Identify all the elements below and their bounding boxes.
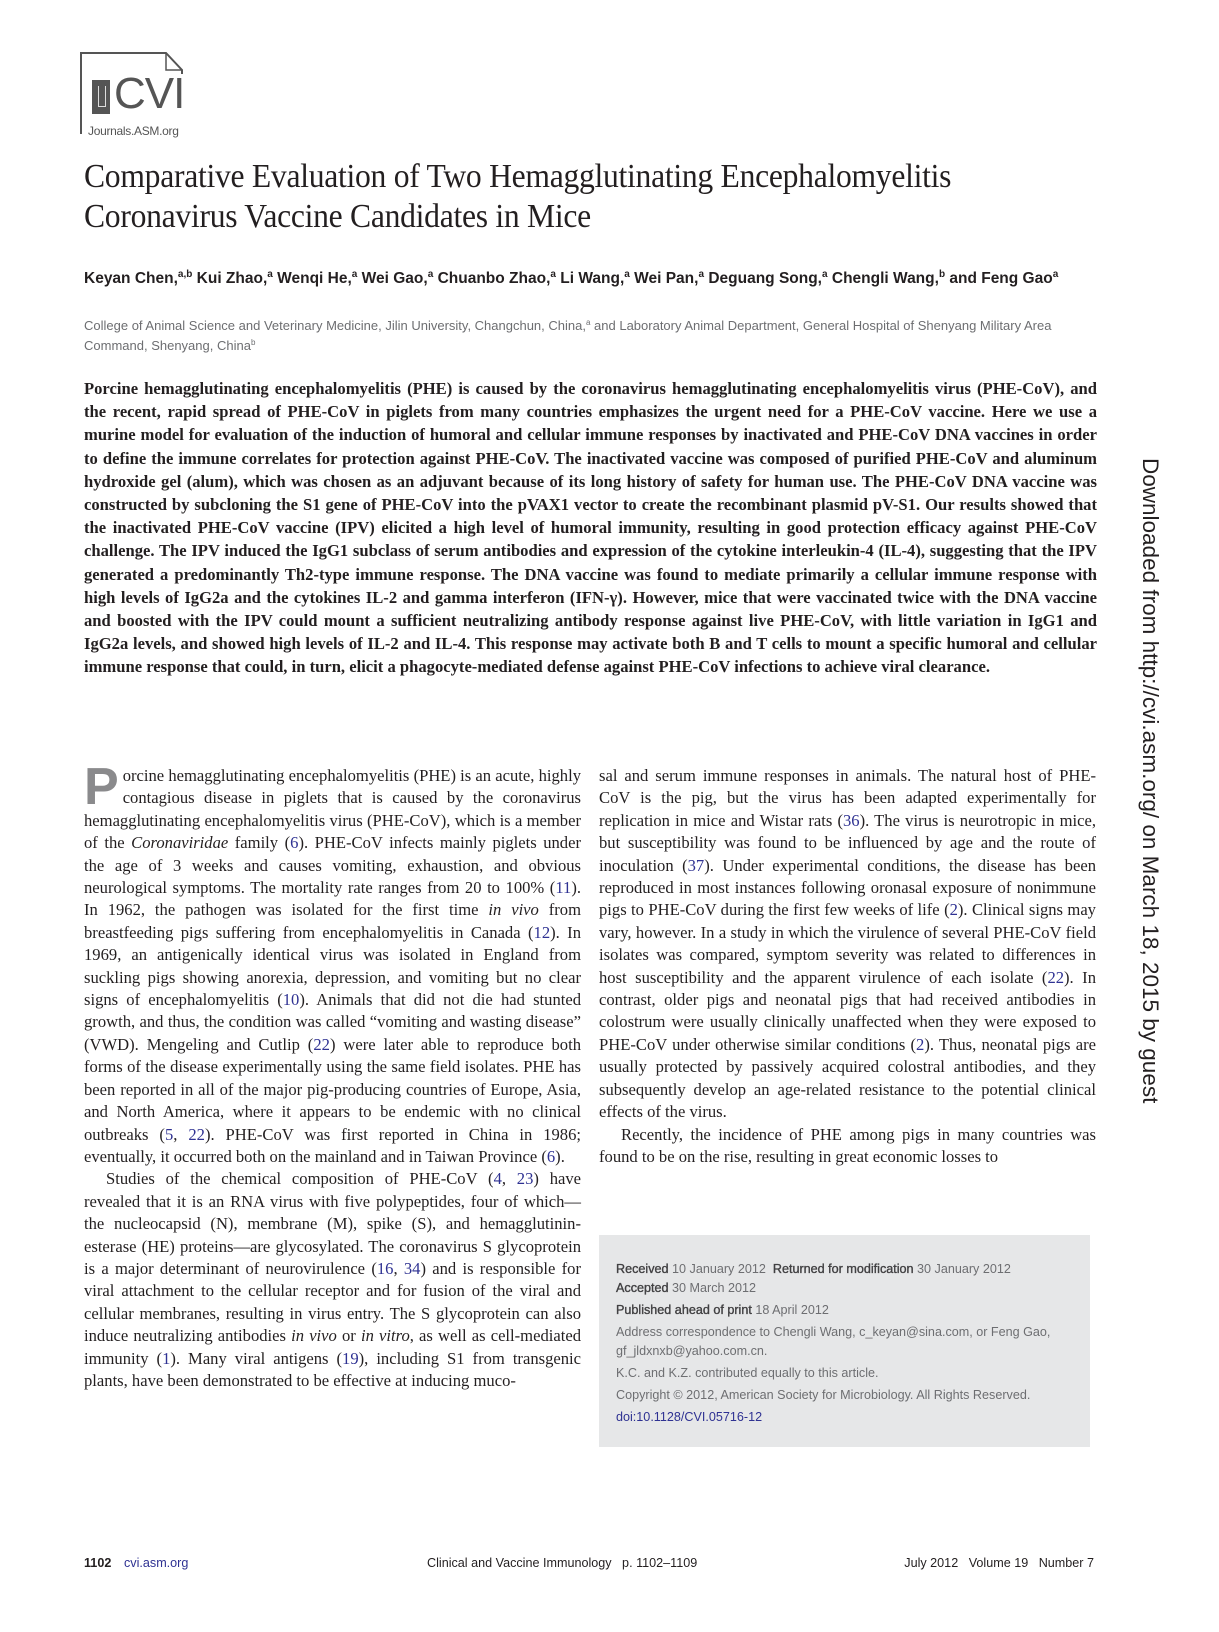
reference-link[interactable]: 22 [188,1124,205,1144]
microscope-icon [92,80,110,114]
copyright: Copyright © 2012, American Society for Microbiology. All Rights Reserved. [616,1388,1031,1402]
journal-logo [80,52,192,144]
reference-link[interactable]: 37 [687,855,705,875]
doi-link[interactable]: doi:10.1128/CVI.05716-12 [616,1410,763,1424]
reference-link[interactable]: 19 [342,1348,359,1368]
page-footer [84,1556,1094,1576]
dates-received: Received 10 January 2012 Returned for modification 30 January 2012 Accepted 30 March 2012 [616,1262,1011,1295]
reference-link[interactable]: 6 [546,1146,556,1166]
affiliations: College of Animal Science and Veterinary Medicine, Jilin University, Changchun, China,$^a$ and Laboratory Animal Department, General Hospital of Shenyang Military Area Command, Shenyang, China$^b$ [84,318,1052,353]
author: Chuanbo Zhao,$^a$ [437,269,556,287]
page-number: 1102 [84,1556,112,1570]
abstract: Porcine hemagglutinating encephalomyelitis (PHE) is caused by the coronavirus hemagglutinating encephalomyelitis virus (PHE-CoV), and the recent, rapid spread of PHE-CoV in piglets from many countries emphasizes the urgent need for a PHE-CoV vaccine. Here we use a murine model for evaluation of the induction of humoral and cellular immune responses by inactivated and PHE-CoV DNA vaccines in order to define the immune correlates for protection against PHE-CoV. The inactivated vaccine was composed of purified PHE-CoV and aluminum hydroxide gel (alum), which was chosen as an adjuvant because of its long history of safety for human use. The PHE-CoV DNA vaccine was constructed by subcloning the S1 gene of PHE-CoV into the pVAX1 vector to create the recombinant plasmid pV-S1. Our results showed that the inactivated PHE-CoV vaccine (IPV) elicited a high level of humoral immunity, resulting in good protection efficacy against PHE-CoV challenge. The IPV induced the IgG1 subclass of serum antibodies and expression of the cytokine interleukin-4 (IL-4), suggesting that the IPV generated a predominantly Th2-type immune response. The DNA vaccine was found to mediate primarily a cellular immune response with high levels of IgG2a and the cytokines IL-2 and gamma interferon (IFN-γ). However, mice that were vaccinated twice with the DNA vaccine and boosted with the IPV could mount a sufficient neutralizing antibody response against live PHE-CoV, with little variation in IgG1 and IgG2a levels, and showed high levels of IL-2 and IL-4. This response may activate both B and T cells to mount a specific humoral and cellular immune response that could, in turn, elicit a phagocyte-mediated defense against PHE-CoV infections to achieve viral clearance. [84,379,1097,677]
author-list [84,267,1094,290]
author: Wenqi He,$^a$ [277,269,358,287]
reference-link[interactable]: 23 [516,1169,534,1189]
download-watermark: Downloaded from http://cvi.asm.org/ on March 18, 2015 by guest [1138,458,1163,1104]
reference-link[interactable]: 22 [313,1034,330,1054]
reference-link[interactable]: 22 [1047,967,1065,987]
reference-link[interactable]: 5 [164,1124,174,1144]
body-column-right [599,765,1096,1168]
author: Wei Pan,$^a$ [634,269,705,287]
author: Wei Gao,$^a$ [361,269,434,287]
journal-site: Journals.ASM.org [88,124,179,138]
reference-link[interactable]: 34 [403,1258,421,1278]
contribution-note: K.C. and K.Z. contributed equally to this article. [616,1366,879,1380]
issue-info: July 2012 Volume 19 Number 7 [904,1556,1094,1570]
reference-link[interactable]: 16 [376,1258,394,1278]
date-published: Published ahead of print 18 April 2012 [616,1303,829,1317]
paragraph: Recently, the incidence of PHE among pigs in many countries was found to be on the rise, resulting in great economic losses to [599,1124,1096,1166]
author: and Feng Gao$^a$ [949,269,1059,287]
paragraph: sal and serum immune responses in animals. The natural host of PHE-CoV is the pig, but the virus has been adapted experimentally for replication in mice and Wistar rats (36). The virus is neurotropic in mice, but susceptibility was found to be influenced by age and the route of inoculation (37). Under experimental conditions, the disease has been reproduced in most instances following oronasal exposure of nonimmune pigs to PHE-CoV during the first few weeks of life (2). Clinical signs may vary, however. In a study in which the virulence of several PHE-CoV field isolates was compared, symptom severity was related to differences in host susceptibility and the apparent virulence of each isolate (22). In contrast, older pigs and neonatal pigs that had received antibodies in colostrum were usually clinically unaffected when they were exposed to PHE-CoV under otherwise similar conditions (2). Thus, neonatal pigs are usually protected by passively acquired colostral antibodies, and they subsequently develop an age-related resistance to the potential clinical effects of the virus. [599,766,1096,1122]
reference-link[interactable]: 2 [949,900,958,920]
reference-link[interactable]: 6 [290,833,299,853]
author: Chengli Wang,$^b$ [831,269,946,287]
reference-link[interactable]: 10 [282,990,300,1010]
article-title: Comparative Evaluation of Two Hemagglutinating Encephalomyelitis Coronavirus Vaccine Candidates in Mice [84,158,952,235]
reference-link[interactable]: 1 [162,1348,171,1368]
paragraph: Porcine hemagglutinating encephalomyelitis (PHE) is an acute, highly contagious disease in piglets that is caused by the coronavirus hemagglutinating encephalomyelitis virus (PHE-CoV), which is a member of the Coronaviridae family (6). PHE-CoV infects mainly piglets under the age of 3 weeks and causes vomiting, exhaustion, and obvious neurological symptoms. The mortality rate ranges from 20 to 100% (11). In 1962, the pathogen was isolated for the first time in vivo from breastfeeding pigs suffering from encephalomyelitis in Canada (12). In 1969, an antigenically identical virus was isolated in England from suckling pigs showing anorexia, depression, and vomiting but no clear signs of encephalomyelitis (10). Animals that did not die had stunted growth, and thus, the condition was called “vomiting and wasting disease” (VWD). Mengeling and Cutlip (22) were later able to reproduce both forms of the disease experimentally using the same field isolates. PHE has been reported in all of the major pig-producing countries of Europe, Asia, and North America, where it appears to be endemic with no clinical outbreaks (5, 22). PHE-CoV was first reported in China in 1986; eventually, it occurred both on the mainland and in Taiwan Province (6). [84,758,582,1166]
journal-abbrev: CVI [114,69,185,118]
author: Keyan Chen,$^{a,b}$ [84,269,193,287]
body-column-left [84,758,582,1392]
author: Kui Zhao,$^a$ [196,269,273,287]
author: Li Wang,$^a$ [560,269,630,287]
reference-link[interactable]: 36 [843,810,860,830]
journal-site-link[interactable]: cvi.asm.org [124,1556,189,1570]
reference-link[interactable]: 12 [533,922,551,942]
paragraph: Studies of the chemical composition of PHE-CoV (4, 23) have revealed that it is an RNA virus with five polypeptides, four of which—the nucleocapsid (N), membrane (M), spike (S), and hemagglutinin-esterase (HE) proteins—are glycosylated. The coronavirus S glycoprotein is a major determinant of neurovirulence (16, 34) and is responsible for viral attachment to the cellular receptor and for fusion of the viral and cellular membranes, resulting in virus entry. The S glycoprotein can also induce neutralizing antibodies in vivo or in vitro, as well as cell-mediated immunity (1). Many viral antigens (19), including S1 from transgenic plants, have been demonstrated to be effective at inducing muco- [84,1169,582,1390]
correspondence: Address correspondence to Chengli Wang, c_keyan@sina.com, or Feng Gao, gf_jldxnxb@yahoo.com.cn. [616,1325,1051,1358]
reference-link[interactable]: 11 [555,878,572,898]
drop-cap: P [84,758,119,816]
author: Deguang Song,$^a$ [708,269,828,287]
reference-link[interactable]: 4 [493,1169,502,1189]
article-info-box [599,1235,1090,1447]
journal-citation: Clinical and Vaccine Immunology p. 1102–1109 [427,1556,698,1570]
reference-link[interactable]: 2 [916,1034,925,1054]
